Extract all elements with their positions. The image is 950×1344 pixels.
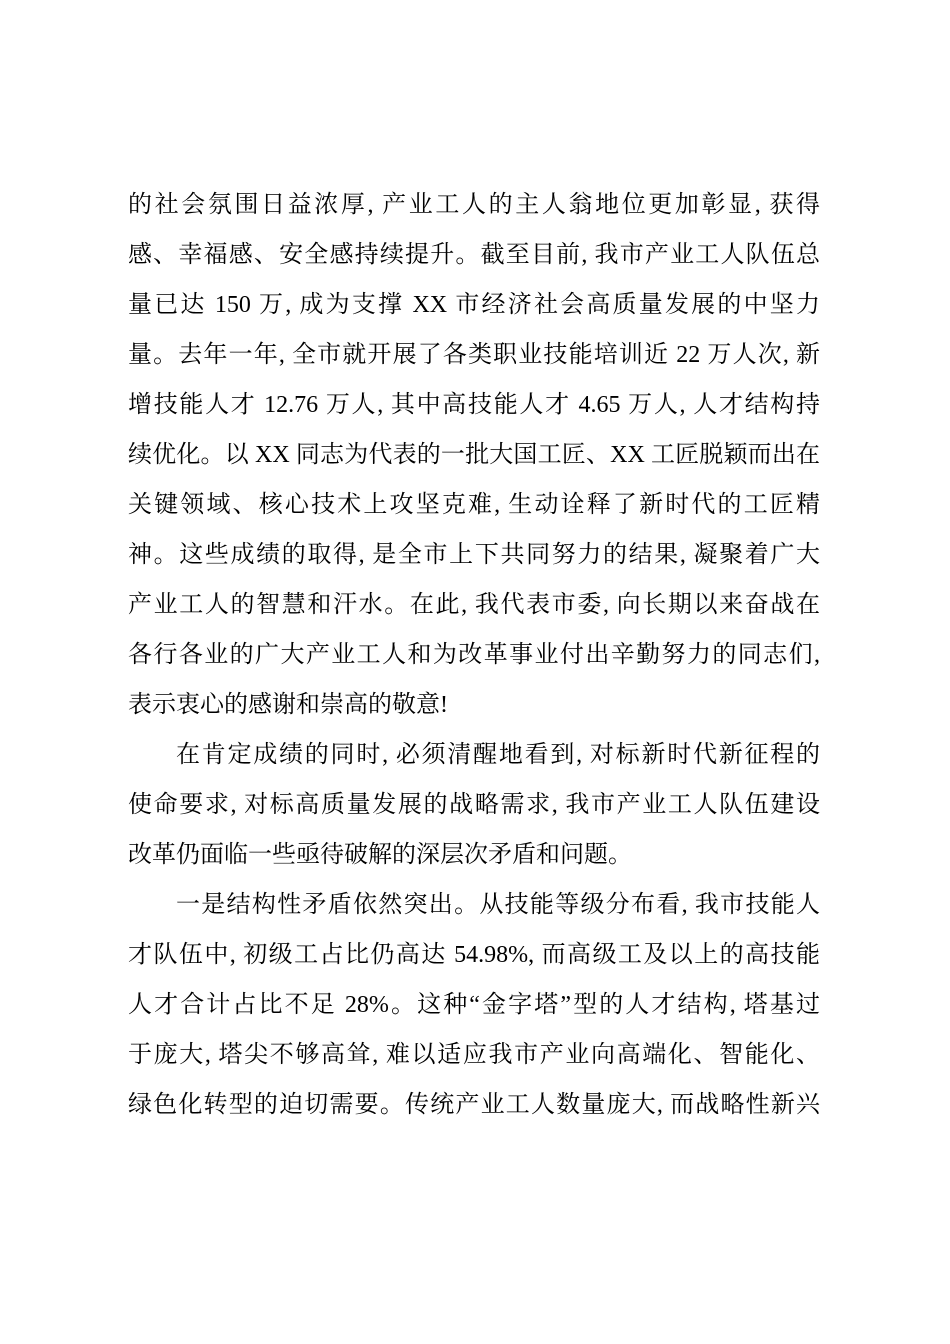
text-line: 表示衷心的感谢和崇高的敬意! (128, 692, 448, 718)
document-body (128, 180, 820, 1130)
text-line: 关键领域、核心技术上攻坚克难, 生动诠释了新时代的工匠精 (128, 492, 820, 518)
text-line: 于庞大, 塔尖不够高耸, 难以适应我市产业向高端化、智能化、 (128, 1042, 820, 1068)
text-line: 量。去年一年, 全市就开展了各类职业技能培训近 22 万人次, 新 (128, 342, 820, 368)
text-line: 人才合计占比不足 28%。这种“金字塔”型的人才结构, 塔基过 (128, 992, 820, 1018)
text-line: 感、幸福感、安全感持续提升。截至目前, 我市产业工人队伍总 (128, 242, 820, 268)
text-line: 各行各业的广大产业工人和为改革事业付出辛勤努力的同志们, (128, 642, 820, 668)
text-line: 的社会氛围日益浓厚, 产业工人的主人翁地位更加彰显, 获得 (128, 192, 820, 218)
text-line: 增技能人才 12.76 万人, 其中高技能人才 4.65 万人, 人才结构持 (128, 392, 820, 418)
text-line: 一是结构性矛盾依然突出。从技能等级分布看, 我市技能人 (176, 892, 820, 918)
text-line: 改革仍面临一些亟待破解的深层次矛盾和问题。 (128, 842, 632, 868)
text-line: 使命要求, 对标高质量发展的战略需求, 我市产业工人队伍建设 (128, 792, 820, 818)
text-line: 绿色化转型的迫切需要。传统产业工人数量庞大, 而战略性新兴 (128, 1092, 820, 1118)
text-line: 在肯定成绩的同时, 必须清醒地看到, 对标新时代新征程的 (176, 742, 820, 768)
text-line: 产业工人的智慧和汗水。在此, 我代表市委, 向长期以来奋战在 (128, 592, 820, 618)
text-line: 续优化。以 XX 同志为代表的一批大国工匠、XX 工匠脱颖而出在 (128, 442, 820, 468)
text-line: 才队伍中, 初级工占比仍高达 54.98%, 而高级工及以上的高技能 (128, 942, 820, 968)
text-line: 量已达 150 万, 成为支撑 XX 市经济社会高质量发展的中坚力 (128, 292, 820, 318)
text-line: 神。这些成绩的取得, 是全市上下共同努力的结果, 凝聚着广大 (128, 542, 820, 568)
